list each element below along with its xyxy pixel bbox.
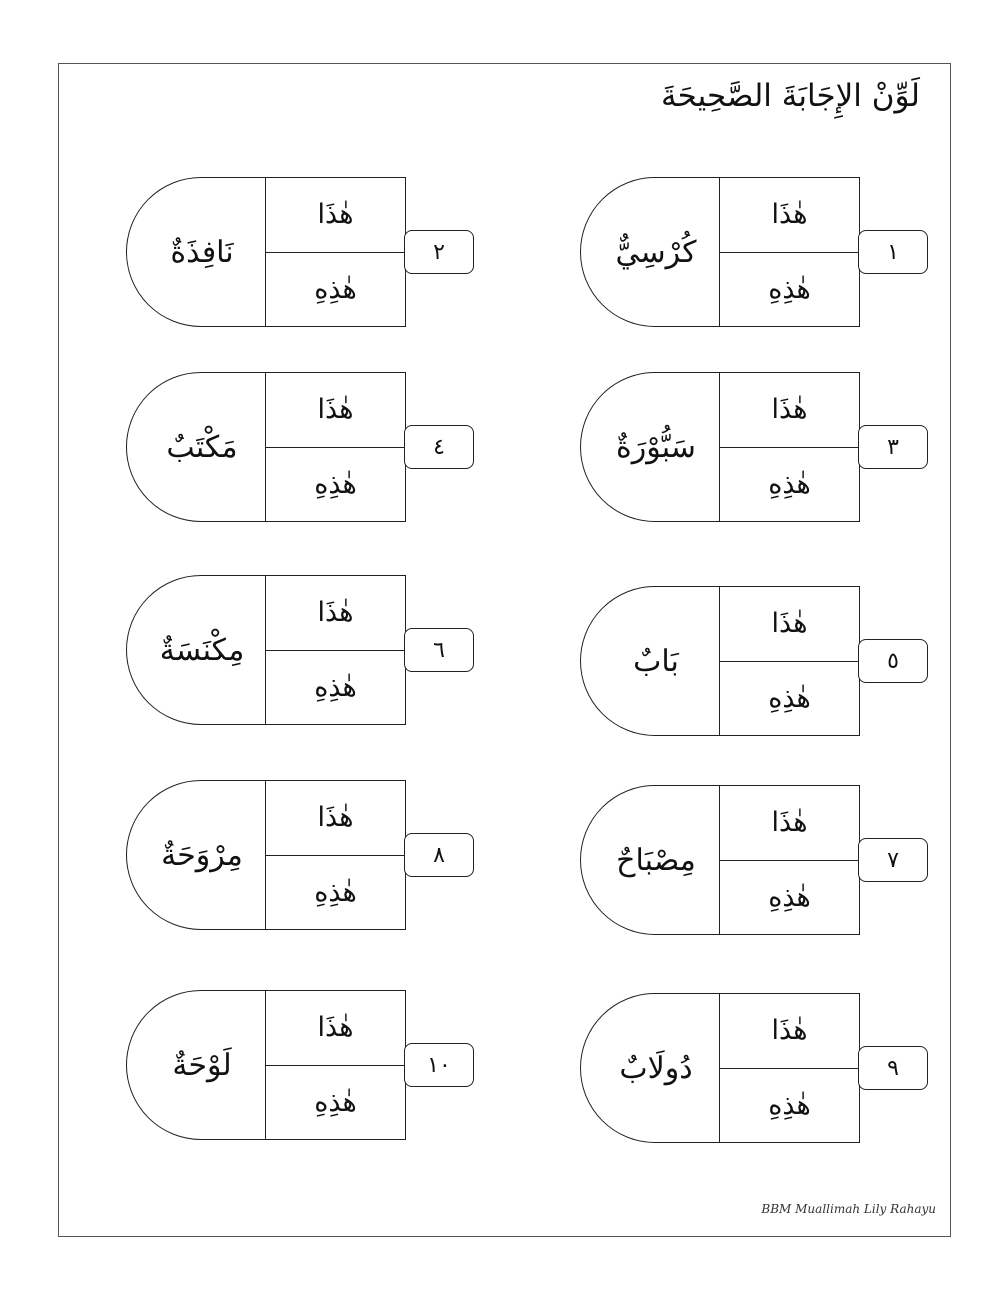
question-number: ٤ [404, 425, 474, 469]
question-number: ٦ [404, 628, 474, 672]
question-card [126, 780, 406, 930]
option-feminine[interactable]: هٰذِهِ [720, 661, 859, 736]
noun-word: مَكْتَبٌ [166, 429, 238, 465]
question-card [580, 372, 860, 522]
option-feminine[interactable]: هٰذِهِ [266, 1065, 405, 1140]
noun-word: بَابٌ [633, 643, 679, 679]
answer-options [265, 178, 405, 326]
option-masculine[interactable]: هٰذَا [771, 1015, 808, 1047]
noun-word: سَبُّوْرَةٌ [616, 429, 696, 465]
answer-options [265, 781, 405, 929]
noun-word: مِكْنَسَةٌ [159, 632, 245, 668]
noun-word: لَوْحَةٌ [172, 1047, 232, 1083]
worksheet-title: لَوِّنْ الإِجَابَةَ الصَّحِيحَةَ [660, 78, 920, 114]
noun-word: مِصْبَاحٌ [616, 842, 696, 878]
option-feminine[interactable]: هٰذِهِ [266, 650, 405, 725]
question-card [126, 990, 406, 1140]
noun-word: مِرْوَحَةٌ [161, 837, 243, 873]
question-card [580, 586, 860, 736]
answer-options [719, 587, 859, 735]
answer-options [719, 178, 859, 326]
answer-options [265, 373, 405, 521]
option-feminine[interactable]: هٰذِهِ [720, 860, 859, 935]
option-masculine[interactable]: هٰذَا [317, 1012, 354, 1044]
question-number: ٣ [858, 425, 928, 469]
option-feminine[interactable]: هٰذِهِ [720, 1068, 859, 1143]
option-masculine[interactable]: هٰذَا [317, 597, 354, 629]
question-number: ١ [858, 230, 928, 274]
credit-text: BBM Muallimah Lily Rahayu [761, 1202, 936, 1216]
noun-word: كُرْسِيٌّ [615, 234, 697, 270]
question-card [126, 177, 406, 327]
answer-options [719, 786, 859, 934]
question-number: ٢ [404, 230, 474, 274]
option-masculine[interactable]: هٰذَا [317, 394, 354, 426]
option-masculine[interactable]: هٰذَا [771, 608, 808, 640]
option-feminine[interactable]: هٰذِهِ [266, 252, 405, 327]
question-number: ٨ [404, 833, 474, 877]
question-number: ٥ [858, 639, 928, 683]
answer-options [265, 991, 405, 1139]
question-number: ٩ [858, 1046, 928, 1090]
option-masculine[interactable]: هٰذَا [771, 199, 808, 231]
option-masculine[interactable]: هٰذَا [771, 394, 808, 426]
option-masculine[interactable]: هٰذَا [771, 807, 808, 839]
option-feminine[interactable]: هٰذِهِ [720, 252, 859, 327]
answer-options [265, 576, 405, 724]
question-card [580, 785, 860, 935]
noun-word: نَافِذَةٌ [170, 234, 234, 270]
answer-options [719, 373, 859, 521]
question-card [126, 575, 406, 725]
option-feminine[interactable]: هٰذِهِ [266, 855, 405, 930]
question-card [580, 177, 860, 327]
noun-word: دُولَابٌ [619, 1050, 693, 1086]
question-card [126, 372, 406, 522]
question-number: ٧ [858, 838, 928, 882]
answer-options [719, 994, 859, 1142]
question-card [580, 993, 860, 1143]
option-masculine[interactable]: هٰذَا [317, 802, 354, 834]
option-feminine[interactable]: هٰذِهِ [266, 447, 405, 522]
question-number: ١٠ [404, 1043, 474, 1087]
option-masculine[interactable]: هٰذَا [317, 199, 354, 231]
option-feminine[interactable]: هٰذِهِ [720, 447, 859, 522]
